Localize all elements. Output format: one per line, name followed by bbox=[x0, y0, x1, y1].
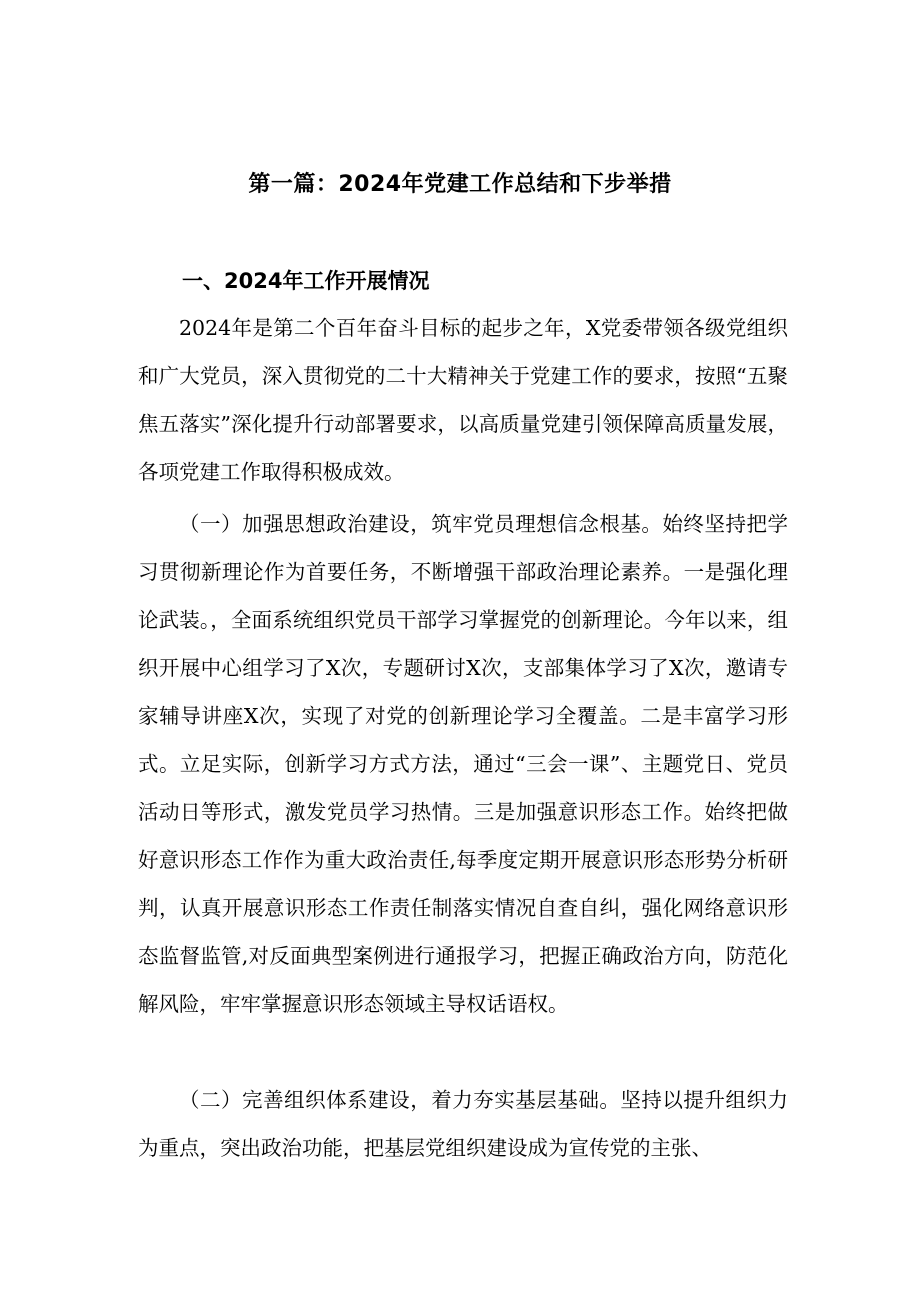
paragraph-organization-building: （二）完善组织体系建设，着力夯实基层基础。坚持以提升组织力为重点，突出政治功能，把基层党组织建设成为宣传党的主张、 bbox=[138, 1088, 788, 1160]
paragraph-intro: 2024年是第二个百年奋斗目标的起步之年，X党委带领各级党组织和广大党员，深入贯彻党的二十大精神关于党建工作的要求，按照“五聚焦五落实”深化提升行动部署要求，以高质量党建引领保障高质量发展，各项党建工作取得积极成效。 bbox=[138, 316, 788, 484]
paragraph-ideological-building: （一）加强思想政治建设，筑牢党员理想信念根基。始终坚持把学习贯彻新理论作为首要任务，不断增强干部政治理论素养。一是强化理论武装。，全面系统组织党员干部学习掌握党的创新理论。今年以来，组织开展中心组学习了X次，专题研讨X次，支部集体学习了X次，邀请专家辅导讲座X次，实现了对党的创新理论学习全覆盖。二是丰富学习形式。立足实际，创新学习方式方法，通过“三会一课”、主题党日、党员活动日等形式，激发党员学习热情。三是加强意识形态工作。始终把做好意识形态工作作为重大政治责任,每季度定期开展意识形态形势分析研判，认真开展意识形态工作责任制落实情况自查自纠，强化网络意识形态监督监管,对反面典型案例进行通报学习，把握正确政治方向，防范化解风险，牢牢掌握意识形态领域主导权话语权。 bbox=[138, 512, 788, 1016]
document-title: 第一篇：2024年党建工作总结和下步举措 bbox=[248, 172, 672, 197]
section-heading: 一、2024年工作开展情况 bbox=[182, 269, 430, 293]
